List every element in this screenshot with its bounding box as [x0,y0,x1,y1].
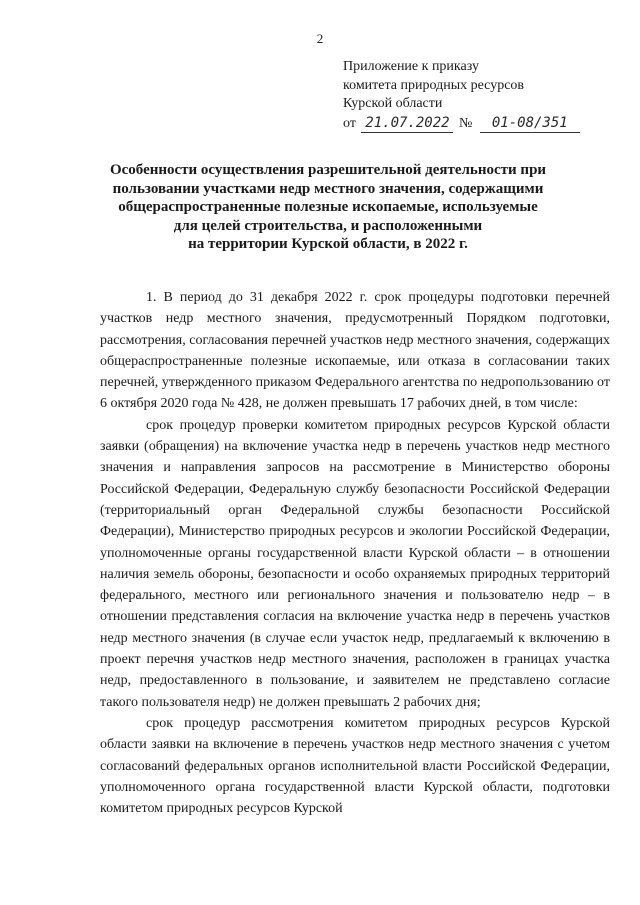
appendix-line: комитета природных ресурсов [343,77,525,93]
document-title [100,161,556,254]
body-paragraph: 1. В период до 31 декабря 2022 г. срок процедуры подготовки перечней участков недр местного значения, предусмотренный Порядком подготовки, рассмотрения, согласования перечней участков недр местного значения, содержащих общераспространенные полезные ископаемые, или отказа в согласовании таких перечней, утвержденного приказом Федерального агентства по недропользованию от 6 октября 2020 года № 428, не должен превышать 17 рабочих дней, в том числе: [100,290,610,412]
appendix-block [343,58,613,133]
body-paragraph: срок процедур рассмотрения комитетом природных ресурсов Курской области заявки на включение в перечень участков недр местного значения с учетом согласований федеральных органов исполнительной власти Российской Федерации, уполномоченного органа государственной власти Курской области, подготовки комитетом природных ресурсов Курской [100,715,610,817]
title-line: общераспространенные полезные ископаемые, используемые [118,199,538,215]
body-paragraph: срок процедур проверки комитетом природных ресурсов Курской области заявки (обращения) на включение участка недр в перечень участков недр местного значения и направления запросов на рассмотрение в Министерство обороны Российской Федерации, Федеральную службу безопасности Российской Федерации (территориальный орган Федеральной службы безопасности Российской Федерации), Министерство природных ресурсов и экологии Российской Федерации, уполномоченные органы государственной власти Курской области – в отношении наличия земель обороны, безопасности и особо охраняемых природных территорий федерального, местного или регионального значения и пользователю недр – в отношении представления согласия на включение участка недр в перечень участков недр местного значения (в случае если участок недр, предлагаемый к включению в проект перечня участков недр местного значения, расположен в границах участка недр, предоставленного в пользование, и заявителем не представлено согласие такого пользователя недр) не должен превышать 2 рабочих дня; [100,417,610,710]
title-line: для целей строительства, и расположенными [173,217,483,234]
page-number: 2 [316,31,324,46]
handwritten-date: 21.07.2022 [361,114,453,134]
document-body [100,287,610,819]
title-line: Особенности осуществления разрешительной деятельности при [109,162,547,178]
appendix-line: Курской области [343,96,443,111]
order-date-number-line [343,114,613,134]
appendix-line: Приложение к приказу [343,59,479,74]
date-prefix: от [343,115,356,131]
title-line: на территории Курской области, в 2022 г. [188,236,468,252]
number-prefix: № [458,115,473,131]
handwritten-number: 01-08/351 [480,114,580,134]
title-line: пользовании участками недр местного значения, содержащими [112,180,544,197]
